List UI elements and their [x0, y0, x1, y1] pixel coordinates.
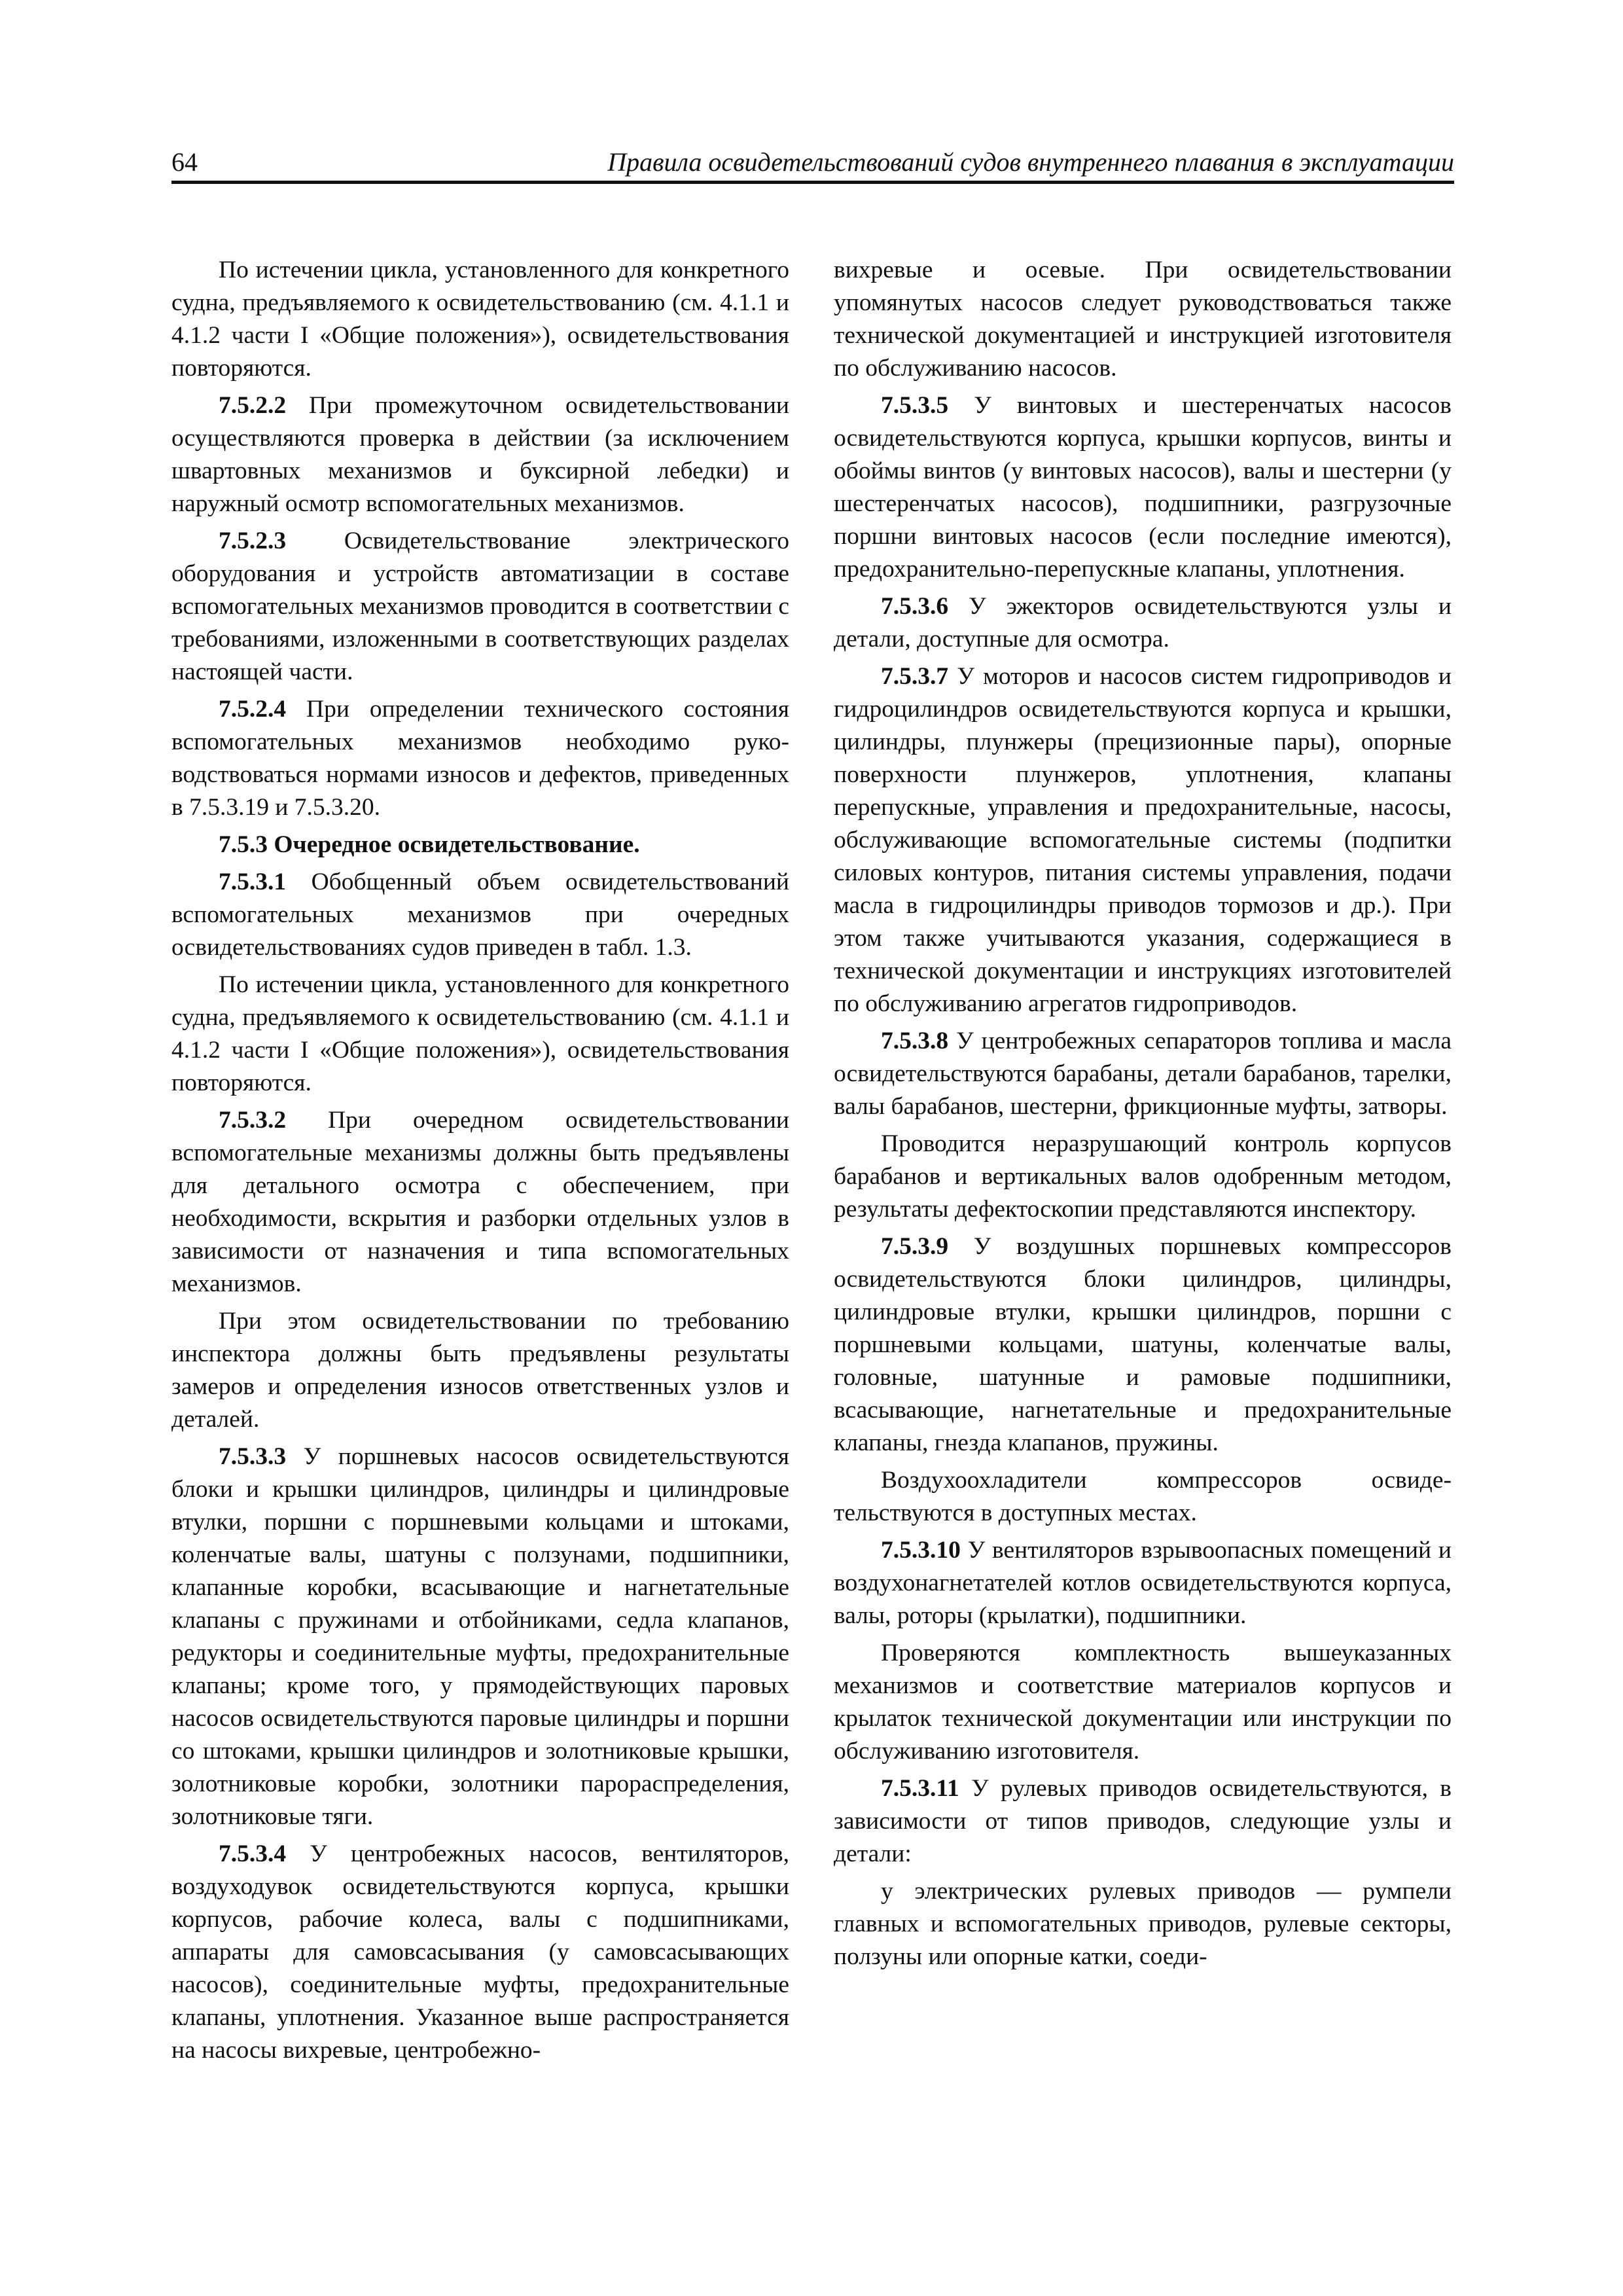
running-title: Правила освидетельствований судов внутреннего плавания в эксплуатации	[607, 147, 1454, 177]
paragraph	[834, 660, 1452, 1020]
paragraph-text: У вентиляторов взрывоопасных помещений и воздухонагнетателей котлов освидетельствуются корпуса, валы, роторы (крылатки), подшипники.	[834, 1537, 1452, 1629]
section-number: 7.5.3.11	[881, 1775, 959, 1802]
paragraph	[834, 1464, 1452, 1530]
paragraph	[171, 254, 789, 385]
paragraph	[171, 693, 789, 824]
section-number: 7.5.3.6	[881, 593, 949, 620]
page-header	[171, 144, 1454, 184]
paragraph	[171, 525, 789, 689]
section-number: 7.5.3.3	[219, 1443, 287, 1470]
paragraph	[171, 866, 789, 964]
paragraph-text: При этом освидетельствовании по требованию инспектора должны быть предъявлены результаты замеров и определения износов ответственных узлов и деталей.	[171, 1308, 789, 1433]
section-number: 7.5.2.4	[219, 696, 287, 723]
section-number: 7.5.3.9	[881, 1233, 949, 1260]
section-number: 7.5.3 Очередное освидетельствование.	[219, 831, 640, 858]
section-number: 7.5.3.1	[219, 869, 287, 895]
paragraph	[171, 1305, 789, 1436]
section-number: 7.5.3.8	[881, 1028, 949, 1054]
section-number: 7.5.2.3	[219, 528, 287, 554]
paragraph-text: у электрических рулевых приводов — румпели главных и вспомогательных приводов, рулевые секторы, ползуны или опорные катки, соеди-	[834, 1878, 1452, 1970]
paragraph-text: Обобщенный объем освидетельствований вспомогательных механизмов при очередных освидетельствованиях судов приведен в табл. 1.3.	[171, 869, 789, 961]
paragraph-text: По истечении цикла, установленного для конкретного судна, предъявляемого к освидетельствованию (см. 4.1.1 и 4.1.2 части I «Общие положения»), освидетельствования повторяются.	[171, 971, 789, 1096]
paragraph-text: У центробежных насосов, вентиляторов, воздуходувок освидетельствуются корпуса, крышки корпусов, рабочие колеса, валы с подшипниками, аппараты для самовсасывания (у самовсасывающих насосов), соединительные муфты, предохранительные клапаны, уплотнения. Указанное выше распространяется на насосы вихревые, центробежно-	[171, 1840, 789, 2064]
section-number: 7.5.3.2	[219, 1107, 287, 1134]
paragraph	[171, 1838, 789, 2067]
paragraph-text: У эжекторов освидетельствуются узлы и детали, доступные для осмотра.	[834, 593, 1452, 653]
paragraph	[834, 1637, 1452, 1768]
paragraph	[171, 829, 789, 861]
paragraph-text: Воздухоохладители компрессоров освидетельствуются в доступных местах.	[834, 1467, 1452, 1526]
section-number: 7.5.3.10	[881, 1537, 961, 1564]
left-text-column	[171, 254, 789, 2067]
paragraph-text: вихревые и осевые. При освидетельствовании упомянутых насосов следует руководствоваться также технической документацией и инструкцией изготовителя по обслуживанию насосов.	[834, 257, 1452, 382]
paragraph	[834, 1534, 1452, 1632]
paragraph-text: У рулевых приводов освидетельствуются, в зависимости от типов приводов, следующие узлы и детали:	[834, 1775, 1452, 1867]
section-number: 7.5.2.2	[219, 392, 287, 419]
section-number: 7.5.3.5	[881, 392, 949, 419]
paragraph-text: У винтовых и шестеренчатых насосов освидетельствуются корпуса, крышки корпусов, винты и обоймы винтов (у винтовых насосов), валы и шестерни (у шестеренчатых насосов), подшипники, разгрузочные поршни винтовых насосов (если последние имеются), предохранительно-перепускные клапаны, уплотнения.	[834, 392, 1452, 583]
paragraph	[834, 1230, 1452, 1460]
paragraph-text: При определении технического состояния вспомогательных механизмов необходимо руководствоваться нормами износов и дефектов, приведенных в 7.5.3.19 и 7.5.3.20.	[171, 696, 789, 821]
paragraph-text: При промежуточном освидетельствовании осуществляются проверка в действии (за исключением швартовных механизмов и буксирной лебедки) и наружный осмотр вспомогательных механизмов.	[171, 392, 789, 517]
paragraph	[834, 1128, 1452, 1226]
paragraph	[834, 254, 1452, 385]
paragraph-text: Освидетельствование электрического оборудования и устройств автоматизации в составе вспомогательных механизмов проводится в соответствии с требованиями, изложенными в соответствующих разделах настоящей части.	[171, 528, 789, 685]
right-text-column	[834, 254, 1452, 1973]
paragraph-text: По истечении цикла, установленного для конкретного судна, предъявляемого к освидетельствованию (см. 4.1.1 и 4.1.2 части I «Общие положения»), освидетельствования повторяются.	[171, 257, 789, 382]
paragraph	[171, 969, 789, 1100]
paragraph-text: При очередном освидетельствовании вспомогательные механизмы должны быть предъявлены для детального осмотра с обеспечением, при необходимости, вскрытия и разборки отдельных узлов в зависимости от назначения и типа вспомогательных механизмов.	[171, 1107, 789, 1297]
paragraph	[834, 590, 1452, 656]
paragraph-text: У поршневых насосов освидетельствуются блоки и крышки цилиндров, цилиндры и цилиндровые втулки, поршни с поршневыми кольцами и штоками, коленчатые валы, шатуны с ползунами, подшипники, клапанные коробки, всасывающие и нагнетательные клапаны с пружинами и отбойниками, седла клапанов, редукторы и соединительные муфты, предохранительные клапаны; кроме того, у прямодействующих паровых насосов освидетельствуются паровые цилиндры и поршни со штоками, крышки цилиндров и золотниковые крышки, золотниковые коробки, золотники парораспределения, золотниковые тяги.	[171, 1443, 789, 1830]
paragraph-text: Проводится неразрушающий контроль корпусов барабанов и вертикальных валов одобренным методом, результаты дефектоскопии представляются инспектору.	[834, 1130, 1452, 1223]
paragraph	[834, 1025, 1452, 1123]
paragraph	[171, 1104, 789, 1300]
section-number: 7.5.3.7	[881, 663, 949, 690]
paragraph-text: У центробежных сепараторов топлива и масла освидетельствуются барабаны, детали барабанов, тарелки, валы барабанов, шестерни, фрикционные муфты, затворы.	[834, 1028, 1452, 1120]
page-number: 64	[171, 147, 198, 177]
section-number: 7.5.3.4	[219, 1840, 287, 1867]
paragraph-text: Проверяются комплектность вышеуказанных механизмов и соответствие материалов корпусов и крылаток технической документации или инструкции по обслуживанию изготовителя.	[834, 1640, 1452, 1765]
paragraph	[834, 1772, 1452, 1871]
paragraph	[171, 1441, 789, 1833]
paragraph	[834, 389, 1452, 586]
paragraph-text: У моторов и насосов систем гидроприводов и гидроцилиндров освидетельствуются корпуса и крышки, цилиндры, плунжеры (прецизионные пары), опорные поверхности плунжеров, уплотнения, клапаны перепускные, управления и предохранительные, насосы, обслуживающие вспомогательные системы (подпитки силовых контуров, питания системы управления, подачи масла в гидроцилиндры приводов тормозов и др.). При этом также учитываются указания, содержащиеся в технической документации и инструкциях изготовителей по обслуживанию агрегатов гидроприводов.	[834, 663, 1452, 1017]
paragraph	[171, 389, 789, 520]
paragraph-text: У воздушных поршневых компрессоров освидетельствуются блоки цилиндров, цилиндры, цилиндровые втулки, крышки цилиндров, поршни с поршневыми кольцами, шатуны, коленчатые валы, головные, шатунные и рамовые подшипники, всасывающие, нагнетательные и предохранительные клапаны, гнезда клапанов, пружины.	[834, 1233, 1452, 1456]
paragraph	[834, 1875, 1452, 1973]
